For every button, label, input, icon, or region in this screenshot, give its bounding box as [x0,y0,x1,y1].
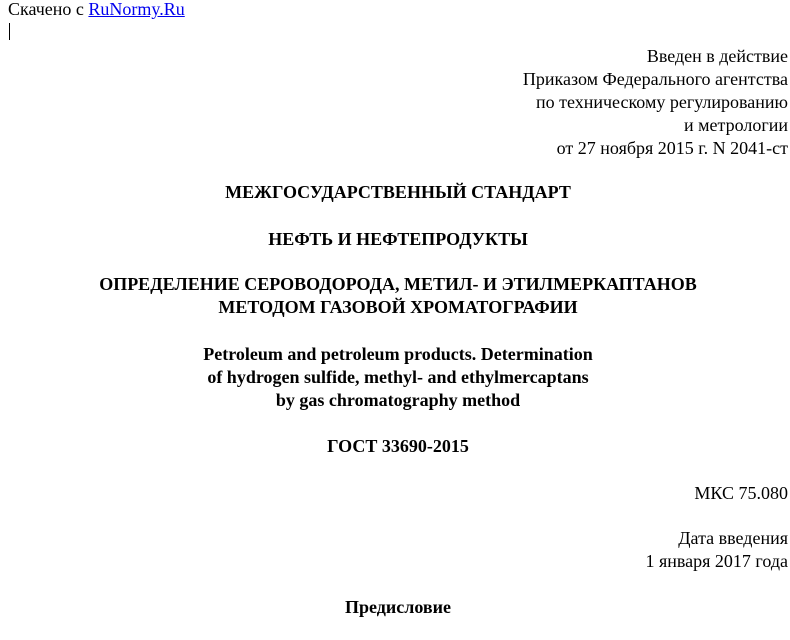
approval-line: от 27 ноября 2015 г. N 2041-ст [556,138,788,158]
title-russian [0,273,790,319]
title-english-line: Petroleum and petroleum products. Determination [203,344,593,364]
intro-date-label: Дата введения [678,528,788,548]
approval-line: Введен в действие [646,46,788,66]
approval-line: и метрологии [684,115,788,135]
source-link[interactable]: RuNormy.Ru [88,0,185,19]
title-english-line: by gas chromatography method [275,390,521,410]
standard-kind [0,181,790,203]
mks-code: МКС 75.080 [694,483,788,503]
title-russian-line: ОПРЕДЕЛЕНИЕ СЕРОВОДОРОДА, МЕТИЛ- И ЭТИЛМЕРКАПТАНОВ [99,274,697,294]
approval-line: по техническому регулированию [535,92,788,112]
preface-heading [0,596,790,618]
source-line [8,0,185,20]
preface-heading-text: Предисловие [345,597,451,617]
source-prefix: Скачено с [8,0,89,19]
intro-date-block [645,527,788,573]
standard-code [0,435,790,457]
intro-date-value: 1 января 2017 года [645,551,788,571]
title-english-line: of hydrogen sulfide, methyl- and ethylmercaptans [207,367,589,387]
standard-kind-text: МЕЖГОСУДАРСТВЕННЫЙ СТАНДАРТ [225,182,571,202]
text-cursor [9,23,10,40]
standard-subject [0,228,790,250]
title-russian-line: МЕТОДОМ ГАЗОВОЙ ХРОМАТОГРАФИИ [218,297,578,317]
title-english [0,343,790,412]
approval-block [523,45,788,160]
standard-subject-text: НЕФТЬ И НЕФТЕПРОДУКТЫ [268,229,528,249]
approval-line: Приказом Федерального агентства [522,69,788,89]
standard-code-text: ГОСТ 33690-2015 [327,436,469,456]
